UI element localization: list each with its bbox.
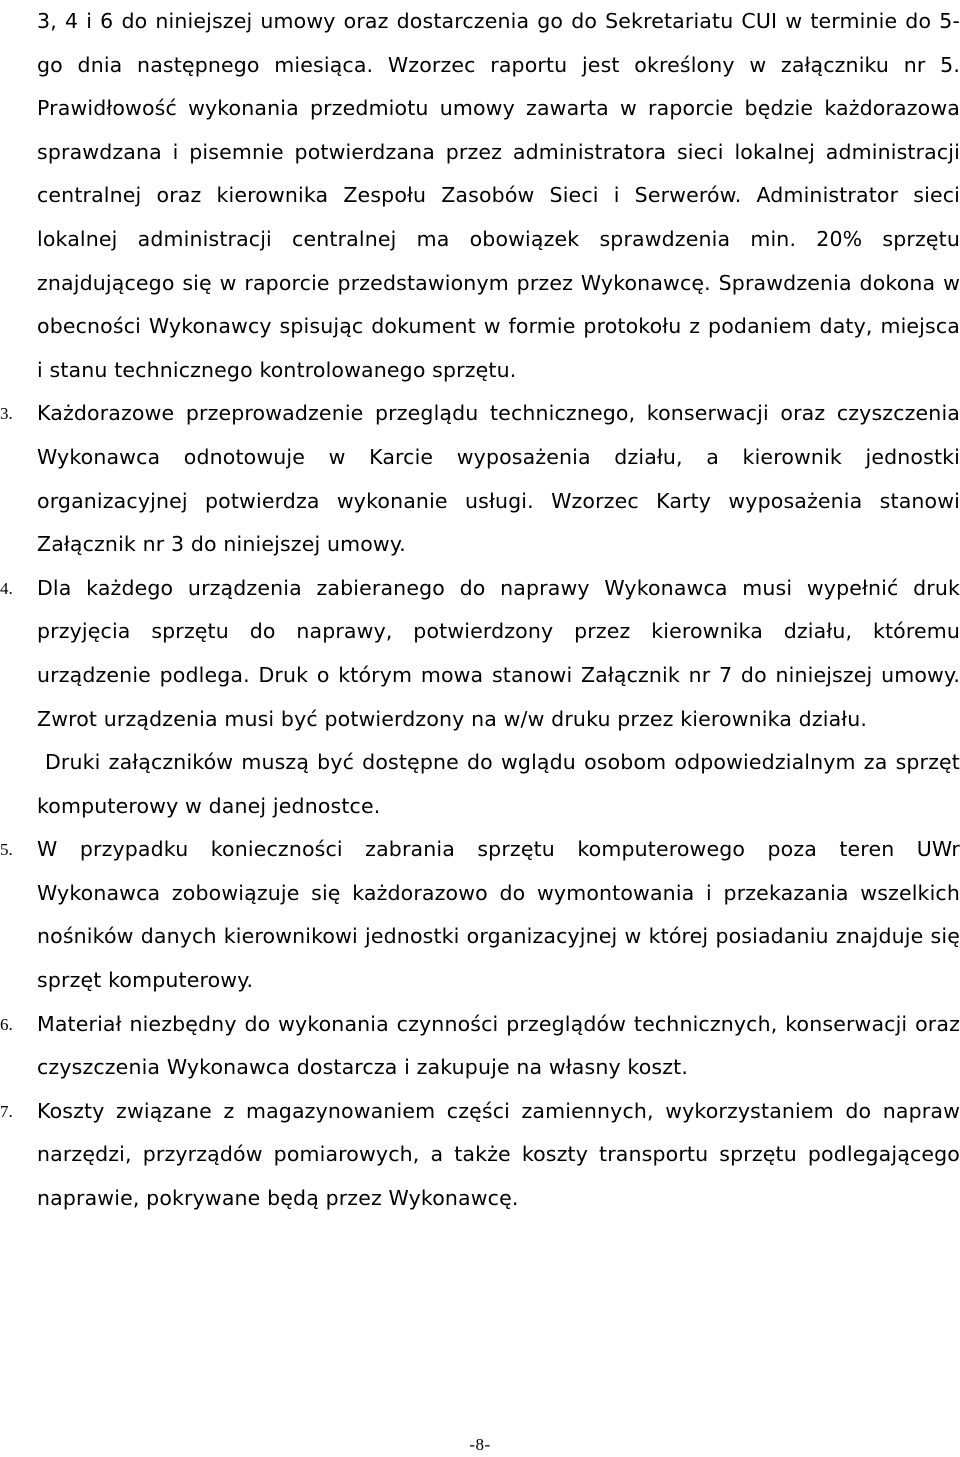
list-item-number: 5. [0,840,13,860]
list-item-4 [0,567,960,829]
list-item-6 [0,1003,960,1090]
page-number: -8- [469,1435,491,1454]
intro-paragraph: 3, 4 i 6 do niniejszej umowy oraz dostarczenia go do Sekretariatu CUI w terminie do 5-go dnia następnego miesiąca. Wzorzec raportu jest określony w załączniku nr 5. Prawidłowość wykonania przedmiotu umowy zawarta w raporcie będzie każdorazowa sprawdzana i pisemnie potwierdzana przez administratora sieci lokalnej administracji centralnej oraz kierownika Zespołu Zasobów Sieci i Serwerów. Administrator sieci lokalnej administracji centralnej ma obowiązek sprawdzenia min. 20% sprzętu znajdującego się w raporcie przedstawionym przez Wykonawcę. Sprawdzenia dokona w obecności Wykonawcy spisując dokument w formie protokołu z podaniem daty, miejsca i stanu technicznego kontrolowanego sprzętu. [37,9,960,382]
list-item-3 [0,392,960,566]
list-item-7 [0,1090,960,1221]
list-item-number: 4. [0,578,13,598]
list-item-text: Materiał niezbędny do wykonania czynności przeglądów technicznych, konserwacji oraz czyszczenia Wykonawca dostarcza i zakupuje na własny koszt. [37,1011,960,1080]
list-item-note: Druki załączników muszą być dostępne do wglądu osobom odpowiedzialnym za sprzęt komputerowy w danej jednostce. [37,750,960,818]
list-item-5 [0,828,960,1002]
list-item-text: W przypadku konieczności zabrania sprzętu komputerowego poza teren UWr Wykonawca zobowiązuje się każdorazowo do wymontowania i przekazania wszelkich nośników danych kierownikowi jednostki organizacyjnej w której posiadaniu znajduje się sprzęt komputerowy. [37,837,960,993]
list-item-number: 3. [0,404,13,424]
list-item-text: Każdorazowe przeprowadzenie przeglądu technicznego, konserwacji oraz czyszczenia Wykonawca odnotowuje w Karcie wyposażenia działu, a kierownik jednostki organizacyjnej potwierdza wykonanie usługi. Wzorzec Karty wyposażenia stanowi Załącznik nr 3 do niniejszej umowy. [37,401,960,557]
list-item-number: 7. [0,1101,13,1121]
list-item-text: Koszty związane z magazynowaniem części zamiennych, wykorzystaniem do napraw narzędzi, przyrządów pomiarowych, a także koszty transportu sprzętu podlegającego naprawie, pokrywane będą przez Wykonawcę. [37,1098,960,1211]
list-item-number: 6. [0,1014,13,1034]
list-item-text: Dla każdego urządzenia zabieranego do naprawy Wykonawca musi wypełnić druk przyjęcia sprzętu do naprawy, potwierdzony przez kierownika działu, któremu urządzenie podlega. Druk o którym mowa stanowi Załącznik nr 7 do niniejszej umowy. Zwrot urządzenia musi być potwierdzony na w/w druku przez kierownika działu. [37,575,960,731]
